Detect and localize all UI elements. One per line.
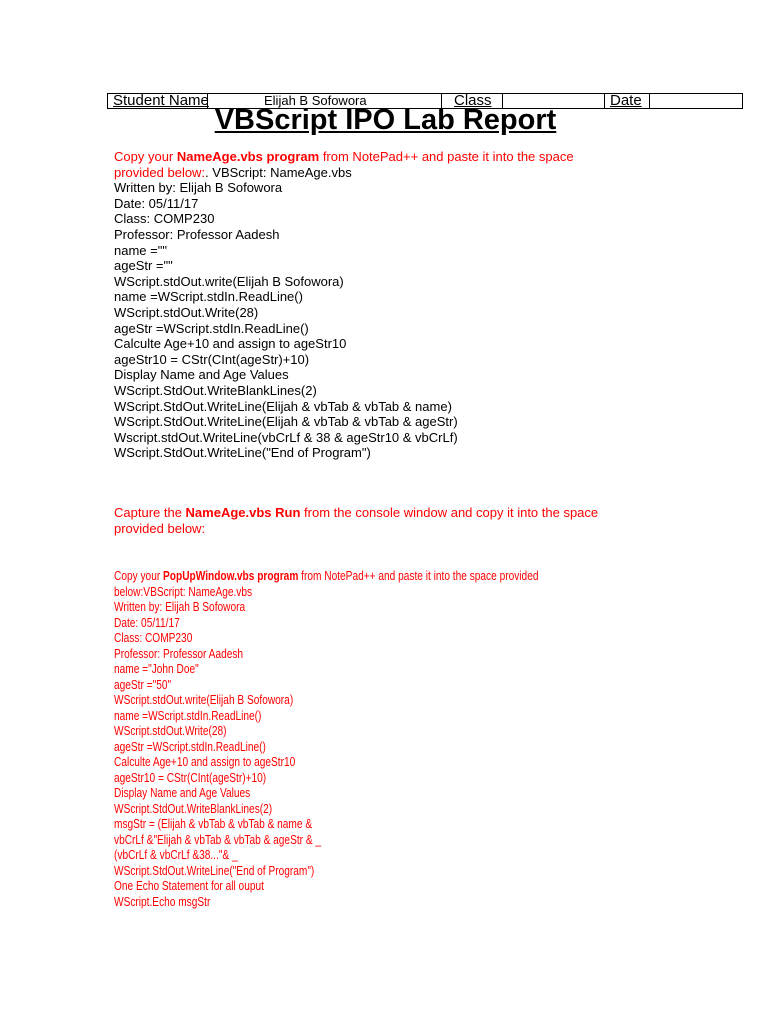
section3-intro-text-a: Copy your bbox=[114, 568, 164, 583]
section3-intro-bold: PopUpWindow.vbs program bbox=[163, 568, 299, 583]
code-line: Written by: Elijah B Sofowora bbox=[114, 180, 283, 196]
section-popupwindow-program bbox=[114, 568, 538, 909]
section-nameage-program bbox=[114, 149, 574, 461]
code-line: WScript.StdOut.WriteBlankLines(2) bbox=[114, 382, 317, 398]
code-line: Calculte Age+10 and assign to ageStr10 bbox=[114, 754, 296, 769]
code-line: Wscript.stdOut.WriteLine(vbCrLf & 38 & ageStr10 & vbCrLf) bbox=[114, 429, 458, 445]
page-title: VBScript IPO Lab Report bbox=[214, 104, 557, 136]
section1-intro-line2-black: . VBScript: NameAge.vbs bbox=[205, 164, 352, 180]
section2-intro-line2: provided below: bbox=[114, 520, 206, 536]
section1-intro-line2 bbox=[114, 165, 574, 181]
code-line: Class: COMP230 bbox=[114, 211, 215, 227]
section1-intro-bold: NameAge.vbs program bbox=[176, 149, 320, 164]
date-label: Date bbox=[610, 92, 642, 109]
code-line: Written by: Elijah B Sofowora bbox=[114, 599, 246, 614]
code-line: ageStr ="50" bbox=[114, 676, 172, 692]
code-line: below:VBScript: NameAge.vbs bbox=[114, 583, 253, 599]
student-name-label: Student Name bbox=[113, 92, 209, 109]
code-line: WScript.Echo msgStr bbox=[114, 893, 211, 909]
code-line: name ="John Doe" bbox=[114, 661, 199, 676]
code-line: Date: 05/11/17 bbox=[114, 614, 180, 630]
code-line: name ="" bbox=[114, 242, 167, 258]
code-line: ageStr =WScript.stdIn.ReadLine() bbox=[114, 320, 309, 336]
code-line: WScript.StdOut.WriteBlankLines(2) bbox=[114, 800, 273, 816]
code-line: ageStr =WScript.stdIn.ReadLine() bbox=[114, 738, 266, 754]
popupwindow-code-listing bbox=[114, 584, 538, 910]
nameage-code-listing bbox=[114, 180, 574, 461]
code-line: WScript.StdOut.WriteLine("End of Program") bbox=[114, 862, 315, 878]
code-line: Professor: Professor Aadesh bbox=[114, 645, 244, 661]
section-nameage-run bbox=[114, 505, 598, 536]
section2-intro-text-a: Capture the bbox=[114, 505, 186, 520]
section1-intro bbox=[114, 149, 574, 165]
code-line: ageStr ="" bbox=[114, 258, 173, 274]
code-line: msgStr = (Elijah & vbTab & vbTab & name & bbox=[114, 816, 313, 831]
code-line: ageStr10 = CStr(CInt(ageStr)+10) bbox=[114, 351, 310, 367]
code-line: Date: 05/11/17 bbox=[114, 195, 199, 211]
code-line: WScript.stdOut.Write(28) bbox=[114, 723, 227, 738]
code-line: ageStr10 = CStr(CInt(ageStr)+10) bbox=[114, 769, 267, 785]
code-line: WScript.stdOut.Write(28) bbox=[114, 304, 259, 320]
section1-intro-text-b: from NotePad++ and paste it into the space bbox=[319, 149, 574, 164]
student-name-value: Elijah B Sofowora bbox=[264, 93, 367, 108]
code-line: (vbCrLf & vbCrLf &38..."& _ bbox=[114, 847, 238, 862]
code-line: WScript.stdOut.write(Elijah B Sofowora) bbox=[114, 273, 344, 289]
code-line: One Echo Statement for all ouput bbox=[114, 878, 264, 893]
code-line: Display Name and Age Values bbox=[114, 785, 251, 800]
class-label: Class bbox=[454, 92, 492, 109]
code-line: Professor: Professor Aadesh bbox=[114, 226, 280, 242]
code-line: WScript.StdOut.WriteLine("End of Program") bbox=[114, 445, 371, 461]
section1-intro-line2-red: provided below: bbox=[114, 164, 206, 180]
code-line: name =WScript.stdIn.ReadLine() bbox=[114, 707, 262, 723]
section3-intro bbox=[114, 568, 538, 584]
code-line: Calculte Age+10 and assign to ageStr10 bbox=[114, 336, 347, 352]
section3-intro-text-b: from NotePad++ and paste it into the space provided bbox=[298, 568, 539, 583]
code-line: WScript.StdOut.WriteLine(Elijah & vbTab & vbTab & name) bbox=[114, 398, 452, 414]
code-line: WScript.StdOut.WriteLine(Elijah & vbTab & vbTab & ageStr) bbox=[114, 414, 458, 430]
code-line: vbCrLf &"Elijah & vbTab & vbTab & ageStr & _ bbox=[114, 831, 322, 847]
code-line: Class: COMP230 bbox=[114, 630, 193, 645]
section2-intro-bold: NameAge.vbs Run bbox=[185, 505, 301, 520]
section1-intro-text-a: Copy your bbox=[114, 149, 177, 164]
code-line: name =WScript.stdIn.ReadLine() bbox=[114, 289, 303, 305]
section2-intro-text-b: from the console window and copy it into the space bbox=[300, 505, 599, 520]
code-line: WScript.stdOut.write(Elijah B Sofowora) bbox=[114, 692, 294, 707]
code-line: Display Name and Age Values bbox=[114, 367, 289, 383]
section2-intro bbox=[114, 505, 598, 521]
